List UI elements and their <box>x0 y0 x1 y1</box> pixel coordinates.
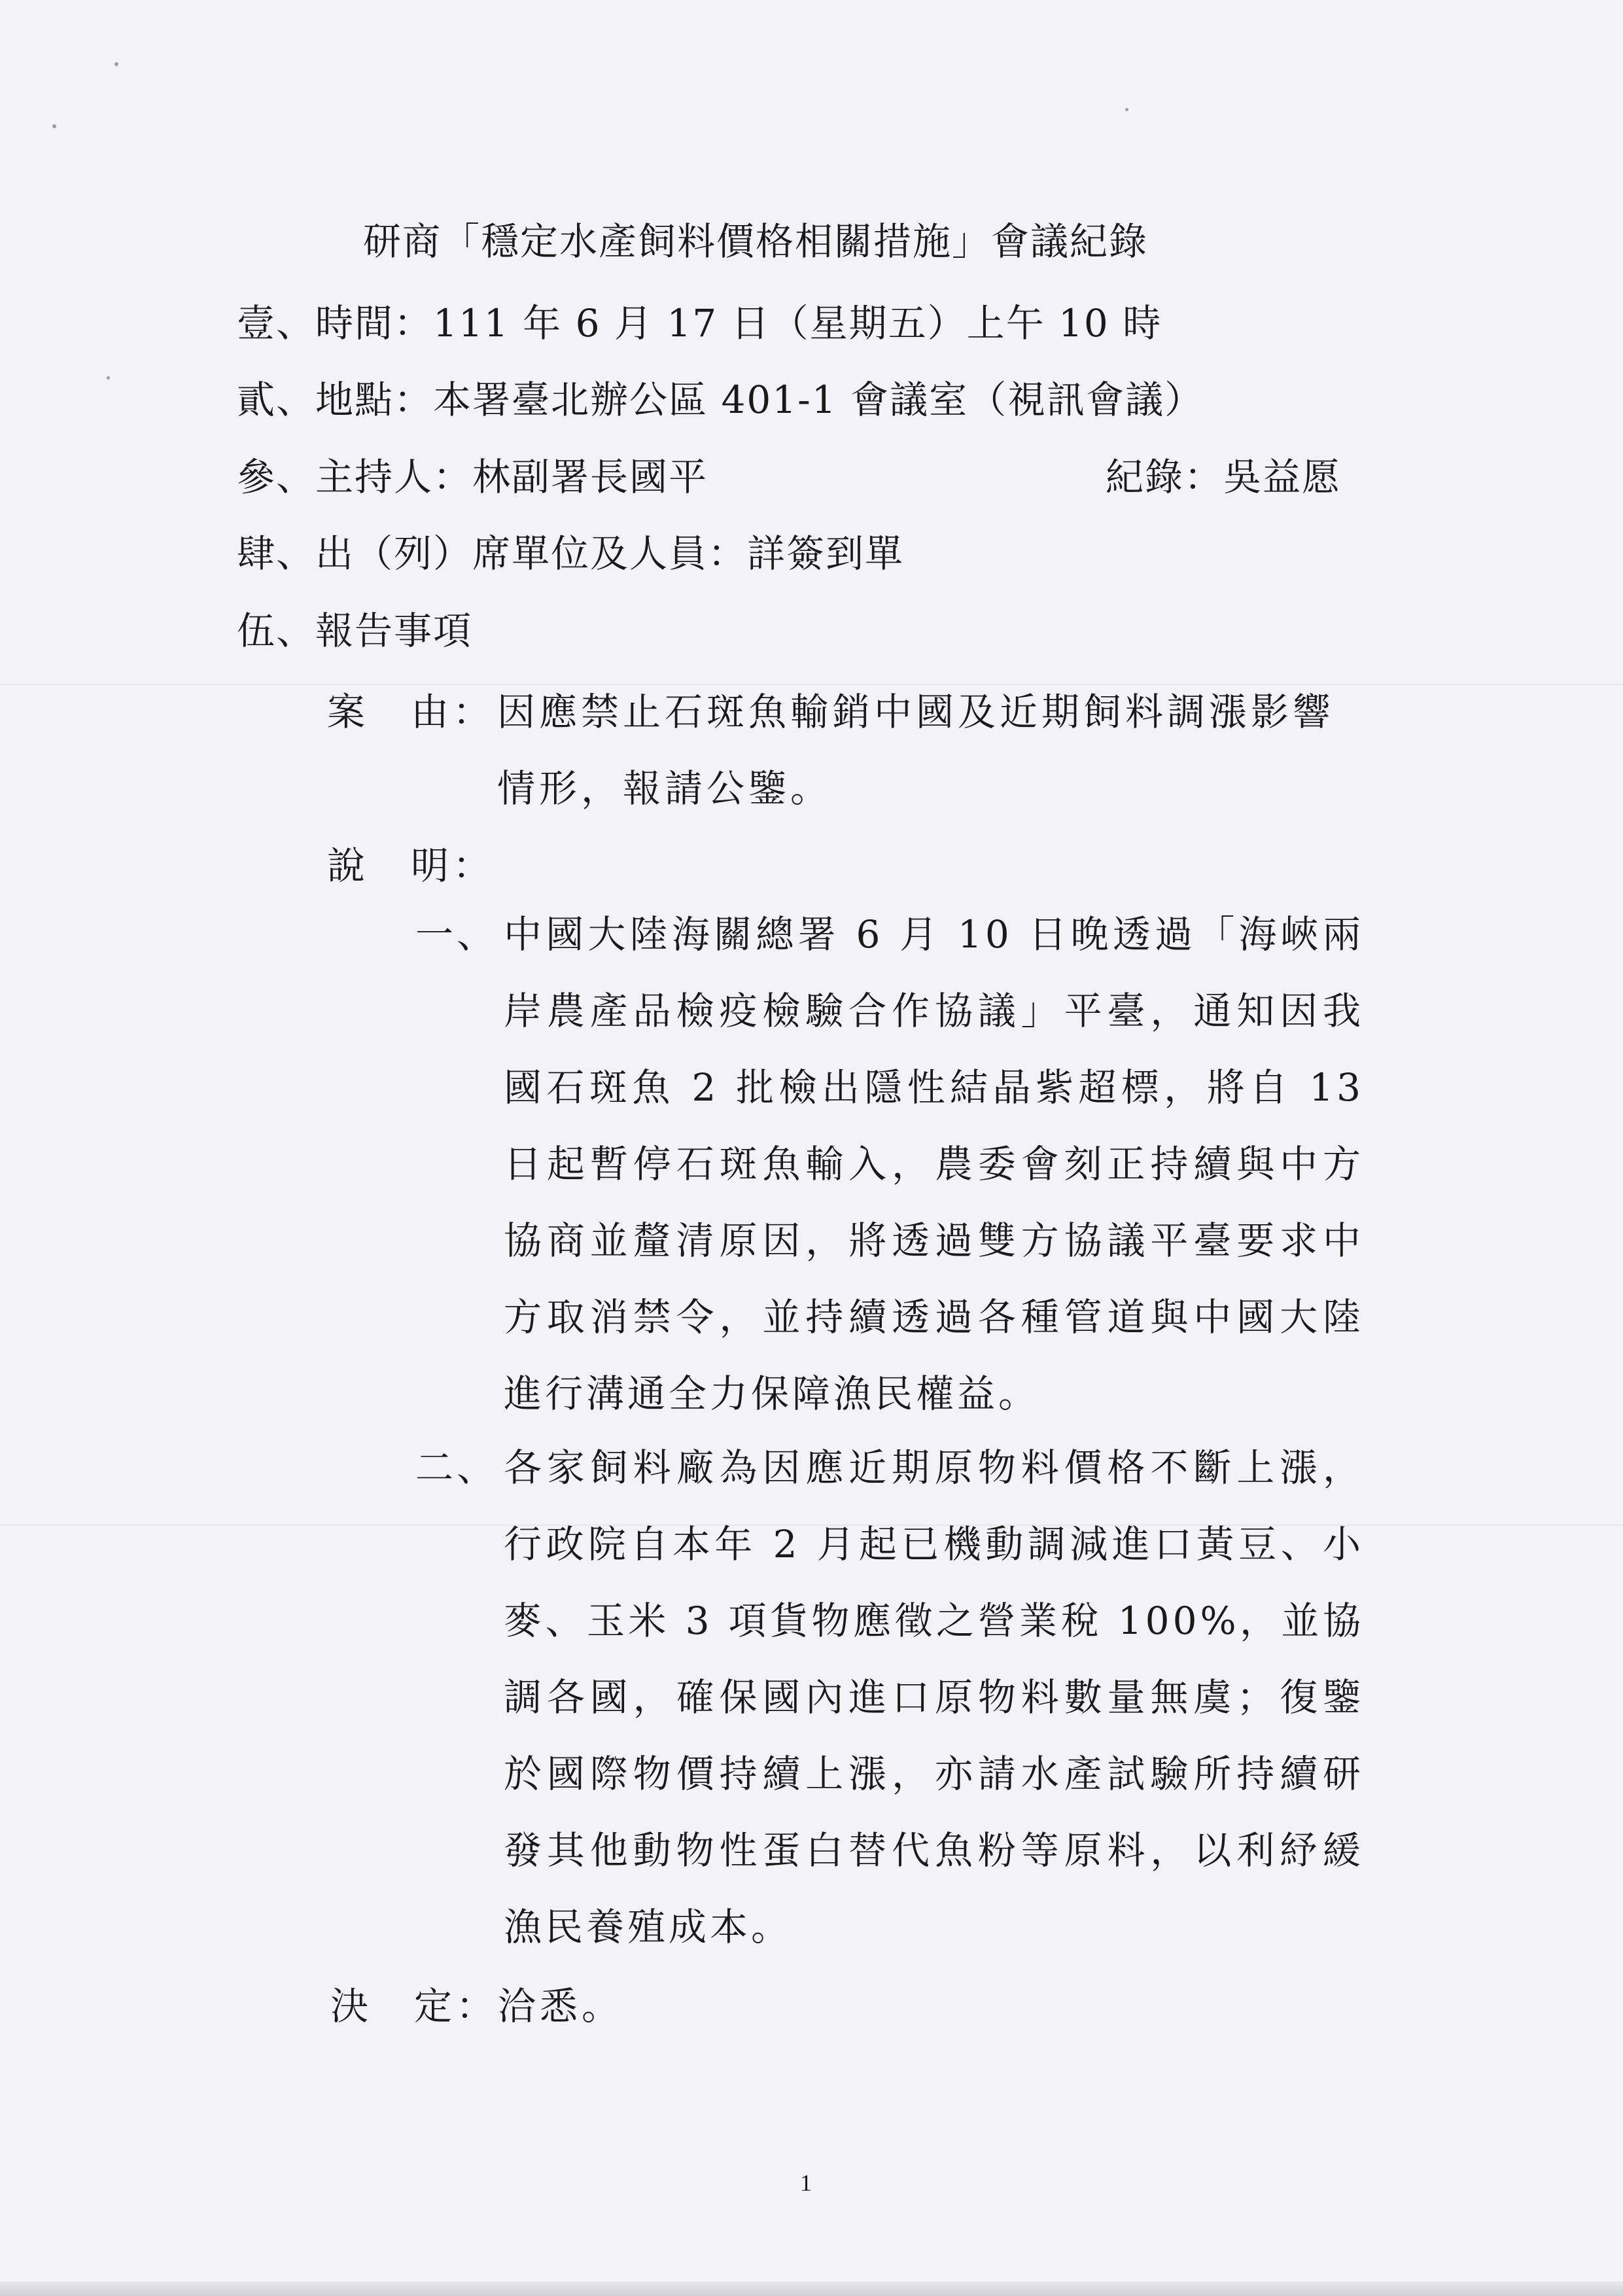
scan-edge <box>0 2282 1623 2296</box>
note-item-number: 二、 <box>415 1445 498 1490</box>
note-item-text: 各家飼料廠為因應近期原物料價格不斷上漲，行政院自本年 2 月起已機動調減進口黃豆、小麥、玉米 3 項貨物應徵之營業稅 100%，並協調各國，確保國內進口原物料數量無虞；復鑒於國際物價持續上漲，亦請水產試驗所持續研發其他動物性蛋白替代魚粉等原料，以利紓緩漁民養殖成本。 <box>504 1445 1364 1949</box>
scan-speck <box>107 376 110 380</box>
page-number: 1 <box>800 2170 812 2196</box>
meeting-recorder: 紀錄：吳益愿 <box>1106 455 1342 499</box>
scan-speck <box>1125 108 1128 111</box>
scan-speck <box>52 124 56 128</box>
meeting-time: 壹、時間：111 年 6 月 17 日（星期五）上午 10 時 <box>237 301 1162 345</box>
scan-speck <box>114 62 118 66</box>
note-item-number: 一、 <box>415 912 498 957</box>
notes-label: 說 明： <box>327 843 495 888</box>
decision: 決 定：洽悉。 <box>330 1984 624 2028</box>
meeting-place: 貳、地點：本署臺北辦公區 401-1 會議室（視訊會議） <box>237 378 1204 422</box>
case-section <box>327 674 1374 811</box>
note-item <box>415 1430 1377 1966</box>
meeting-host: 參、主持人：林副署長國平 <box>237 455 708 499</box>
note-item-text: 中國大陸海關總署 6 月 10 日晚透過「海峽兩岸農產品檢疫檢驗合作協議」平臺，通知因我國石斑魚 2 批檢出隱性結晶紫超標，將自 13 日起暫停石斑魚輸入，農委會刻正持續與中方協商並釐清原因，將透過雙方協議平臺要求中方取消禁令，並持續透過各種管道與中國大陸進行溝通全力保障漁民權益。 <box>504 912 1364 1416</box>
report-items-heading: 伍、報告事項 <box>237 609 473 653</box>
document-title: 研商「穩定水產飼料價格相關措施」會議紀錄 <box>363 219 1149 264</box>
case-label: 案 由： <box>327 690 495 734</box>
case-text: 因應禁止石斑魚輸銷中國及近期飼料調漲影響情形，報請公鑒。 <box>497 690 1335 811</box>
meeting-attendees: 肆、出（列）席單位及人員：詳簽到單 <box>237 531 905 576</box>
note-item <box>415 896 1377 1416</box>
